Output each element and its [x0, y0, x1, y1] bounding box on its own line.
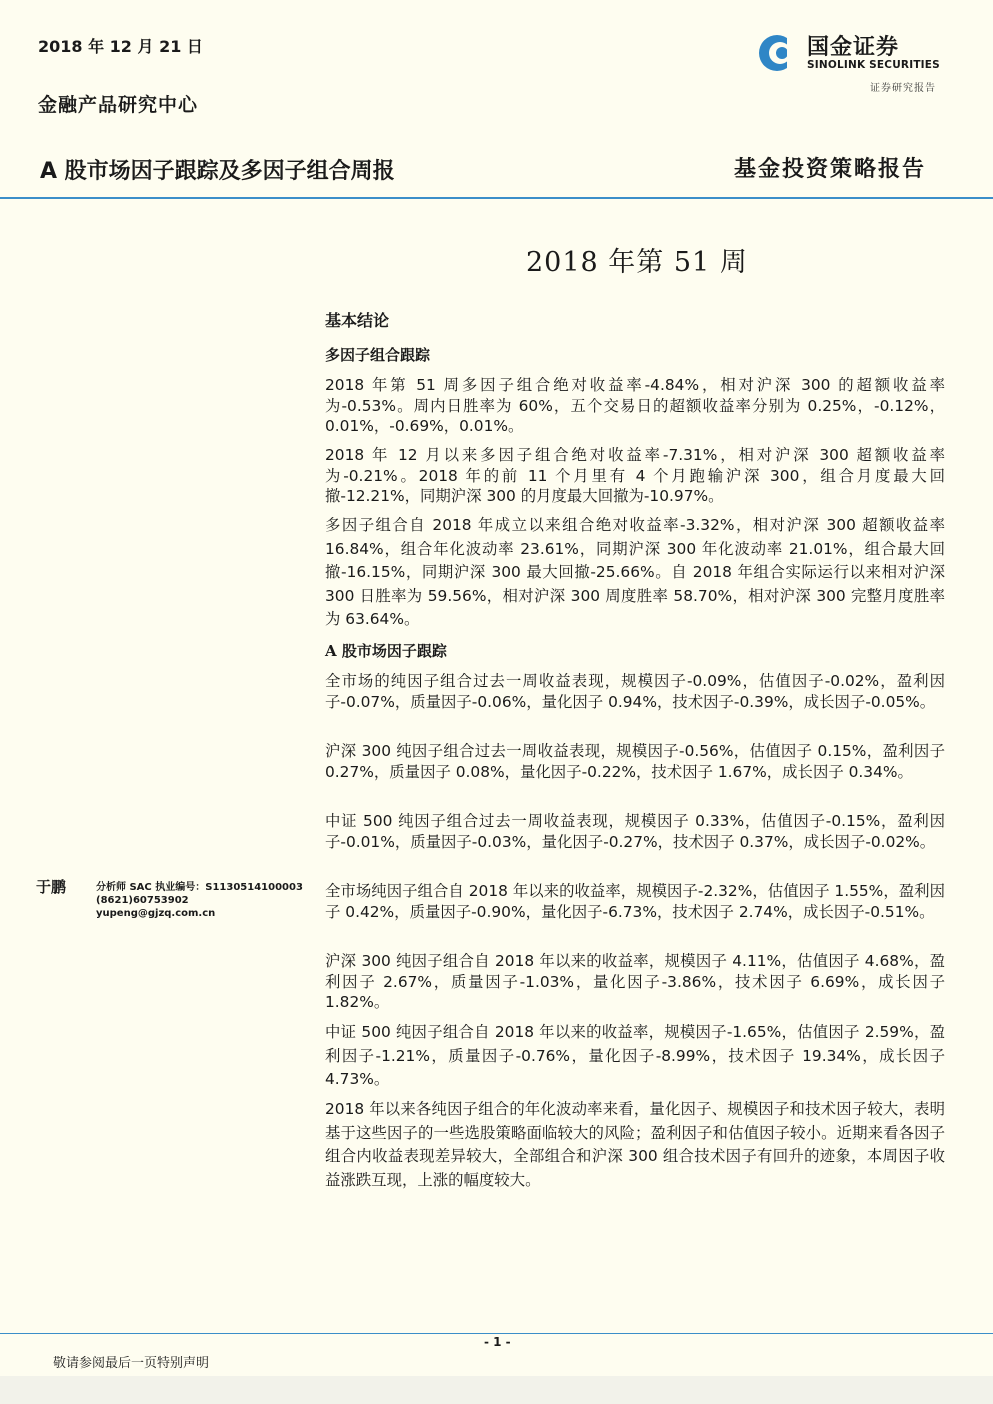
disclaimer-note: 敬请参阅最后一页特别声明: [53, 1356, 210, 1371]
logo-chinese-name: 国金证券: [807, 35, 900, 60]
paragraph: 中证 500 纯因子组合过去一周收益表现，规模因子 0.33%，估值因子-0.15%，盈利因子-0.01%，质量因子-0.03%，量化因子-0.27%，技术因子 0.37%，成长因子-0.02%。: [325, 812, 945, 851]
analyst-phone: (8621)60753902: [96, 895, 189, 906]
page-number: - 1 -: [484, 1335, 511, 1349]
paragraph: 全市场纯因子组合自 2018 年以来的收益率，规模因子-2.32%，估值因子 1.55%，盈利因子 0.42%，质量因子-0.90%，量化因子-6.73%，技术因子 2.74%，成长因子-0.51%。: [325, 882, 945, 921]
paragraph: 多因子组合自 2018 年成立以来组合绝对收益率-3.32%，相对沪深 300 超额收益率 16.84%，组合年化波动率 23.61%，同期沪深 300 年化波动率 21.01%，组合最大回撤-16.15%，同期沪深 300 最大回撤-25.66%。自 2018 年组合实际运行以来相对沪深 300 日胜率为 59.56%，相对沪深 300 周度胜率 58.70%，相对沪深 300 完整月度胜率为 63.64%。: [325, 516, 945, 628]
analyst-name: 于鹏: [36, 878, 67, 896]
report-title: A 股市场因子跟踪及多因子组合周报: [40, 159, 395, 184]
week-title: 2018 年第 51 周: [526, 247, 748, 278]
paragraph: 2018 年以来各纯因子组合的年化波动率来看，量化因子、规模因子和技术因子较大，表明基于这些因子的一些选股策略面临较大的风险；盈利因子和估值因子较小。近期来看各因子组合内收益表现差异较大，全部组合和沪深 300 组合技术因子有回升的迹象，本周因子收益涨跌互现，上涨的幅度较大。: [325, 1100, 945, 1189]
logo-english-name: SINOLINK SECURITIES: [807, 59, 940, 71]
footer-band: [0, 1376, 993, 1404]
department-name: 金融产品研究中心: [38, 94, 199, 116]
paragraph: 沪深 300 纯因子组合过去一周收益表现，规模因子-0.56%，估值因子 0.15%，盈利因子 0.27%，质量因子 0.08%，量化因子-0.22%，技术因子 1.67%，成长因子 0.34%。: [325, 742, 945, 781]
subsection-title-portfolio: 多因子组合跟踪: [325, 346, 431, 364]
paragraph: 中证 500 纯因子组合自 2018 年以来的收益率，规模因子-1.65%，估值因子 2.59%，盈利因子-1.21%，质量因子-0.76%，量化因子-8.99%，技术因子 19.34%，成长因子 4.73%。: [325, 1023, 945, 1088]
analyst-sac-number: 分析师 SAC 执业编号：S1130514100003: [96, 882, 303, 893]
logo-mark-icon: [757, 33, 797, 73]
footer-divider: [0, 1333, 993, 1334]
subsection-title-factor: A 股市场因子跟踪: [325, 642, 447, 660]
paragraph: 全市场的纯因子组合过去一周收益表现，规模因子-0.09%，估值因子-0.02%，盈利因子-0.07%，质量因子-0.06%，量化因子 0.94%，技术因子-0.39%，成长因子-0.05%。: [325, 672, 945, 711]
paragraph: 2018 年 12 月以来多因子组合绝对收益率-7.31%，相对沪深 300 超额收益率为-0.21%。2018 年的前 11 个月里有 4 个月跑输沪深 300，组合月度最大回撤-12.21%，同期沪深 300 的月度最大回撤为-10.97%。: [325, 446, 945, 505]
report-type: 基金投资策略报告: [734, 156, 927, 182]
header-divider: [0, 197, 993, 199]
logo-subtitle: 证券研究报告: [870, 83, 936, 94]
report-date: 2018 年 12 月 21 日: [38, 37, 203, 56]
company-logo: [757, 32, 947, 76]
section-title: 基本结论: [325, 311, 390, 330]
paragraph: 2018 年第 51 周多因子组合绝对收益率-4.84%，相对沪深 300 的超额收益率为-0.53%。周内日胜率为 60%，五个交易日的超额收益率分别为 0.25%，-0.12%，0.01%，-0.69%，0.01%。: [325, 376, 945, 435]
analyst-email: yupeng@gjzq.com.cn: [96, 908, 216, 919]
analyst-info: [96, 881, 303, 920]
paragraph: 沪深 300 纯因子组合自 2018 年以来的收益率，规模因子 4.11%，估值因子 4.68%，盈利因子 2.67%，质量因子-1.03%，量化因子-3.86%，技术因子 6.69%，成长因子 1.82%。: [325, 952, 945, 1011]
